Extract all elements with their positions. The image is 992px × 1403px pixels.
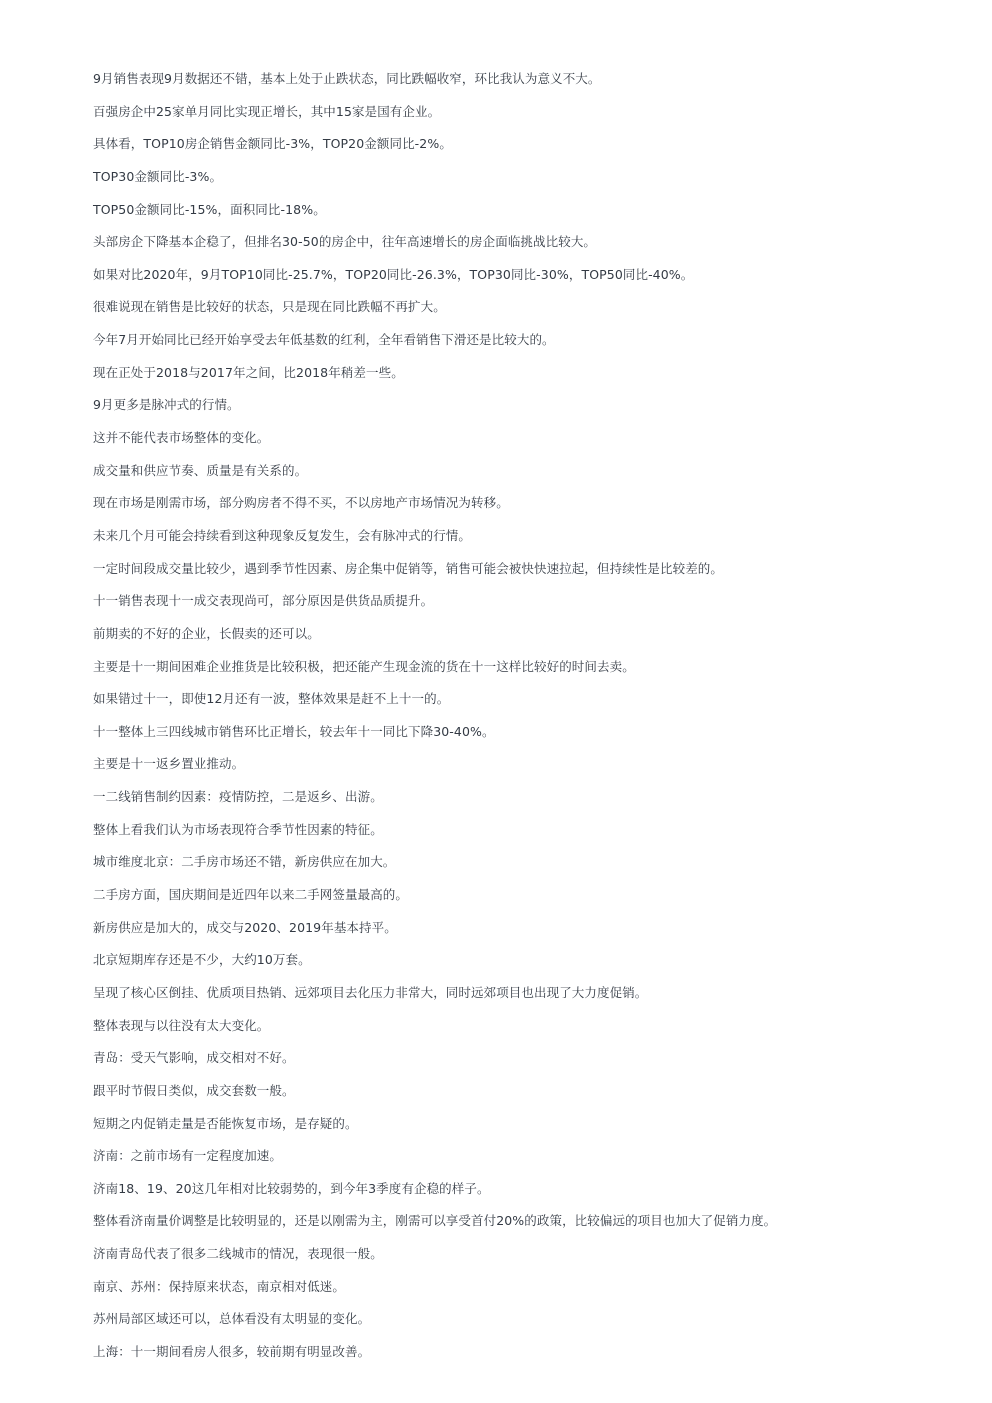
paragraph-line: 十一整体上三四线城市销售环比正增长，较去年十一同比下降30-40%。: [93, 723, 495, 739]
paragraph-line: 头部房企下降基本企稳了，但排名30-50的房企中，往年高速增长的房企面临挑战比较大。: [93, 234, 597, 250]
paragraph-line: 上海：十一期间看房人很多，较前期有明显改善。: [93, 1343, 371, 1359]
paragraph-line: 9月销售表现9月数据还不错，基本上处于止跌状态，同比跌幅收窄，环比我认为意义不大。: [93, 71, 601, 86]
paragraph-line: 这并不能代表市场整体的变化。: [93, 430, 270, 446]
paragraph-line: 济南：之前市场有一定程度加速。: [93, 1148, 283, 1164]
paragraph-line: 主要是十一返乡置业推动。: [93, 756, 245, 772]
paragraph-line: 一二线销售制约因素：疫情防控，二是返乡、出游。: [93, 789, 383, 805]
paragraph-line: 二手房方面，国庆期间是近四年以来二手网签量最高的。: [93, 887, 409, 903]
paragraph-line: 短期之内促销走量是否能恢复市场，是存疑的。: [93, 1115, 358, 1131]
paragraph-line: 济南青岛代表了很多二线城市的情况，表现很一般。: [93, 1246, 383, 1262]
paragraph-line: 未来几个月可能会持续看到这种现象反复发生，会有脉冲式的行情。: [93, 527, 472, 543]
paragraph-line: 具体看，TOP10房企销售金额同比-3%，TOP20金额同比-2%。: [93, 136, 452, 152]
paragraph-line: 十一销售表现十一成交表现尚可，部分原因是供货品质提升。: [93, 593, 434, 609]
paragraph-line: 青岛：受天气影响，成交相对不好。: [93, 1050, 295, 1066]
document-body: [93, 68, 953, 1374]
paragraph-line: 整体上看我们认为市场表现符合季节性因素的特征。: [93, 821, 383, 837]
paragraph-line: 现在正处于2018与2017年之间，比2018年稍差一些。: [93, 364, 404, 380]
paragraph-line: 百强房企中25家单月同比实现正增长，其中15家是国有企业。: [93, 103, 441, 119]
paragraph-line: 南京、苏州：保持原来状态，南京相对低迷。: [93, 1278, 346, 1294]
paragraph-line: 成交量和供应节奏、质量是有关系的。: [93, 462, 308, 478]
paragraph-line: 前期卖的不好的企业，长假卖的还可以。: [93, 625, 320, 641]
paragraph-line: 北京短期库存还是不少，大约10万套。: [93, 952, 311, 968]
paragraph-line: 济南18、19、20这几年相对比较弱势的，到今年3季度有企稳的样子。: [93, 1180, 490, 1196]
paragraph-line: 整体表现与以往没有太大变化。: [93, 1017, 270, 1033]
paragraph-line: 现在市场是刚需市场，部分购房者不得不买，不以房地产市场情况为转移。: [93, 495, 509, 511]
paragraph-line: 城市维度北京：二手房市场还不错，新房供应在加大。: [93, 854, 396, 870]
paragraph-line: TOP50金额同比-15%，面积同比-18%。: [93, 201, 326, 217]
paragraph-line: 主要是十一期间困难企业推货是比较积极，把还能产生现金流的货在十一这样比较好的时间去卖。: [93, 658, 635, 674]
paragraph-line: 一定时间段成交量比较少，遇到季节性因素、房企集中促销等，销售可能会被快快速拉起，但持续性是比较差的。: [93, 560, 724, 576]
paragraph-line: 如果对比2020年，9月TOP10同比-25.7%，TOP20同比-26.3%，TOP30同比-30%，TOP50同比-40%。: [93, 266, 694, 282]
paragraph-line: TOP30金额同比-3%。: [93, 168, 223, 184]
paragraph-line: 9月更多是脉冲式的行情。: [93, 397, 240, 413]
paragraph-line: 整体看济南量价调整是比较明显的，还是以刚需为主，刚需可以享受首付20%的政策，比较偏远的项目也加大了促销力度。: [93, 1213, 777, 1229]
paragraph-line: 跟平时节假日类似，成交套数一般。: [93, 1082, 295, 1098]
paragraph-line: 苏州局部区域还可以，总体看没有太明显的变化。: [93, 1311, 371, 1327]
paragraph-line: 新房供应是加大的，成交与2020、2019年基本持平。: [93, 919, 397, 935]
paragraph-line: 很难说现在销售是比较好的状态，只是现在同比跌幅不再扩大。: [93, 299, 446, 315]
paragraph-line: 呈现了核心区倒挂、优质项目热销、远郊项目去化压力非常大，同时远郊项目也出现了大力度促销。: [93, 984, 648, 1000]
paragraph-line: 如果错过十一，即使12月还有一波，整体效果是赶不上十一的。: [93, 691, 450, 707]
paragraph-line: 今年7月开始同比已经开始享受去年低基数的红利，全年看销售下滑还是比较大的。: [93, 332, 555, 348]
